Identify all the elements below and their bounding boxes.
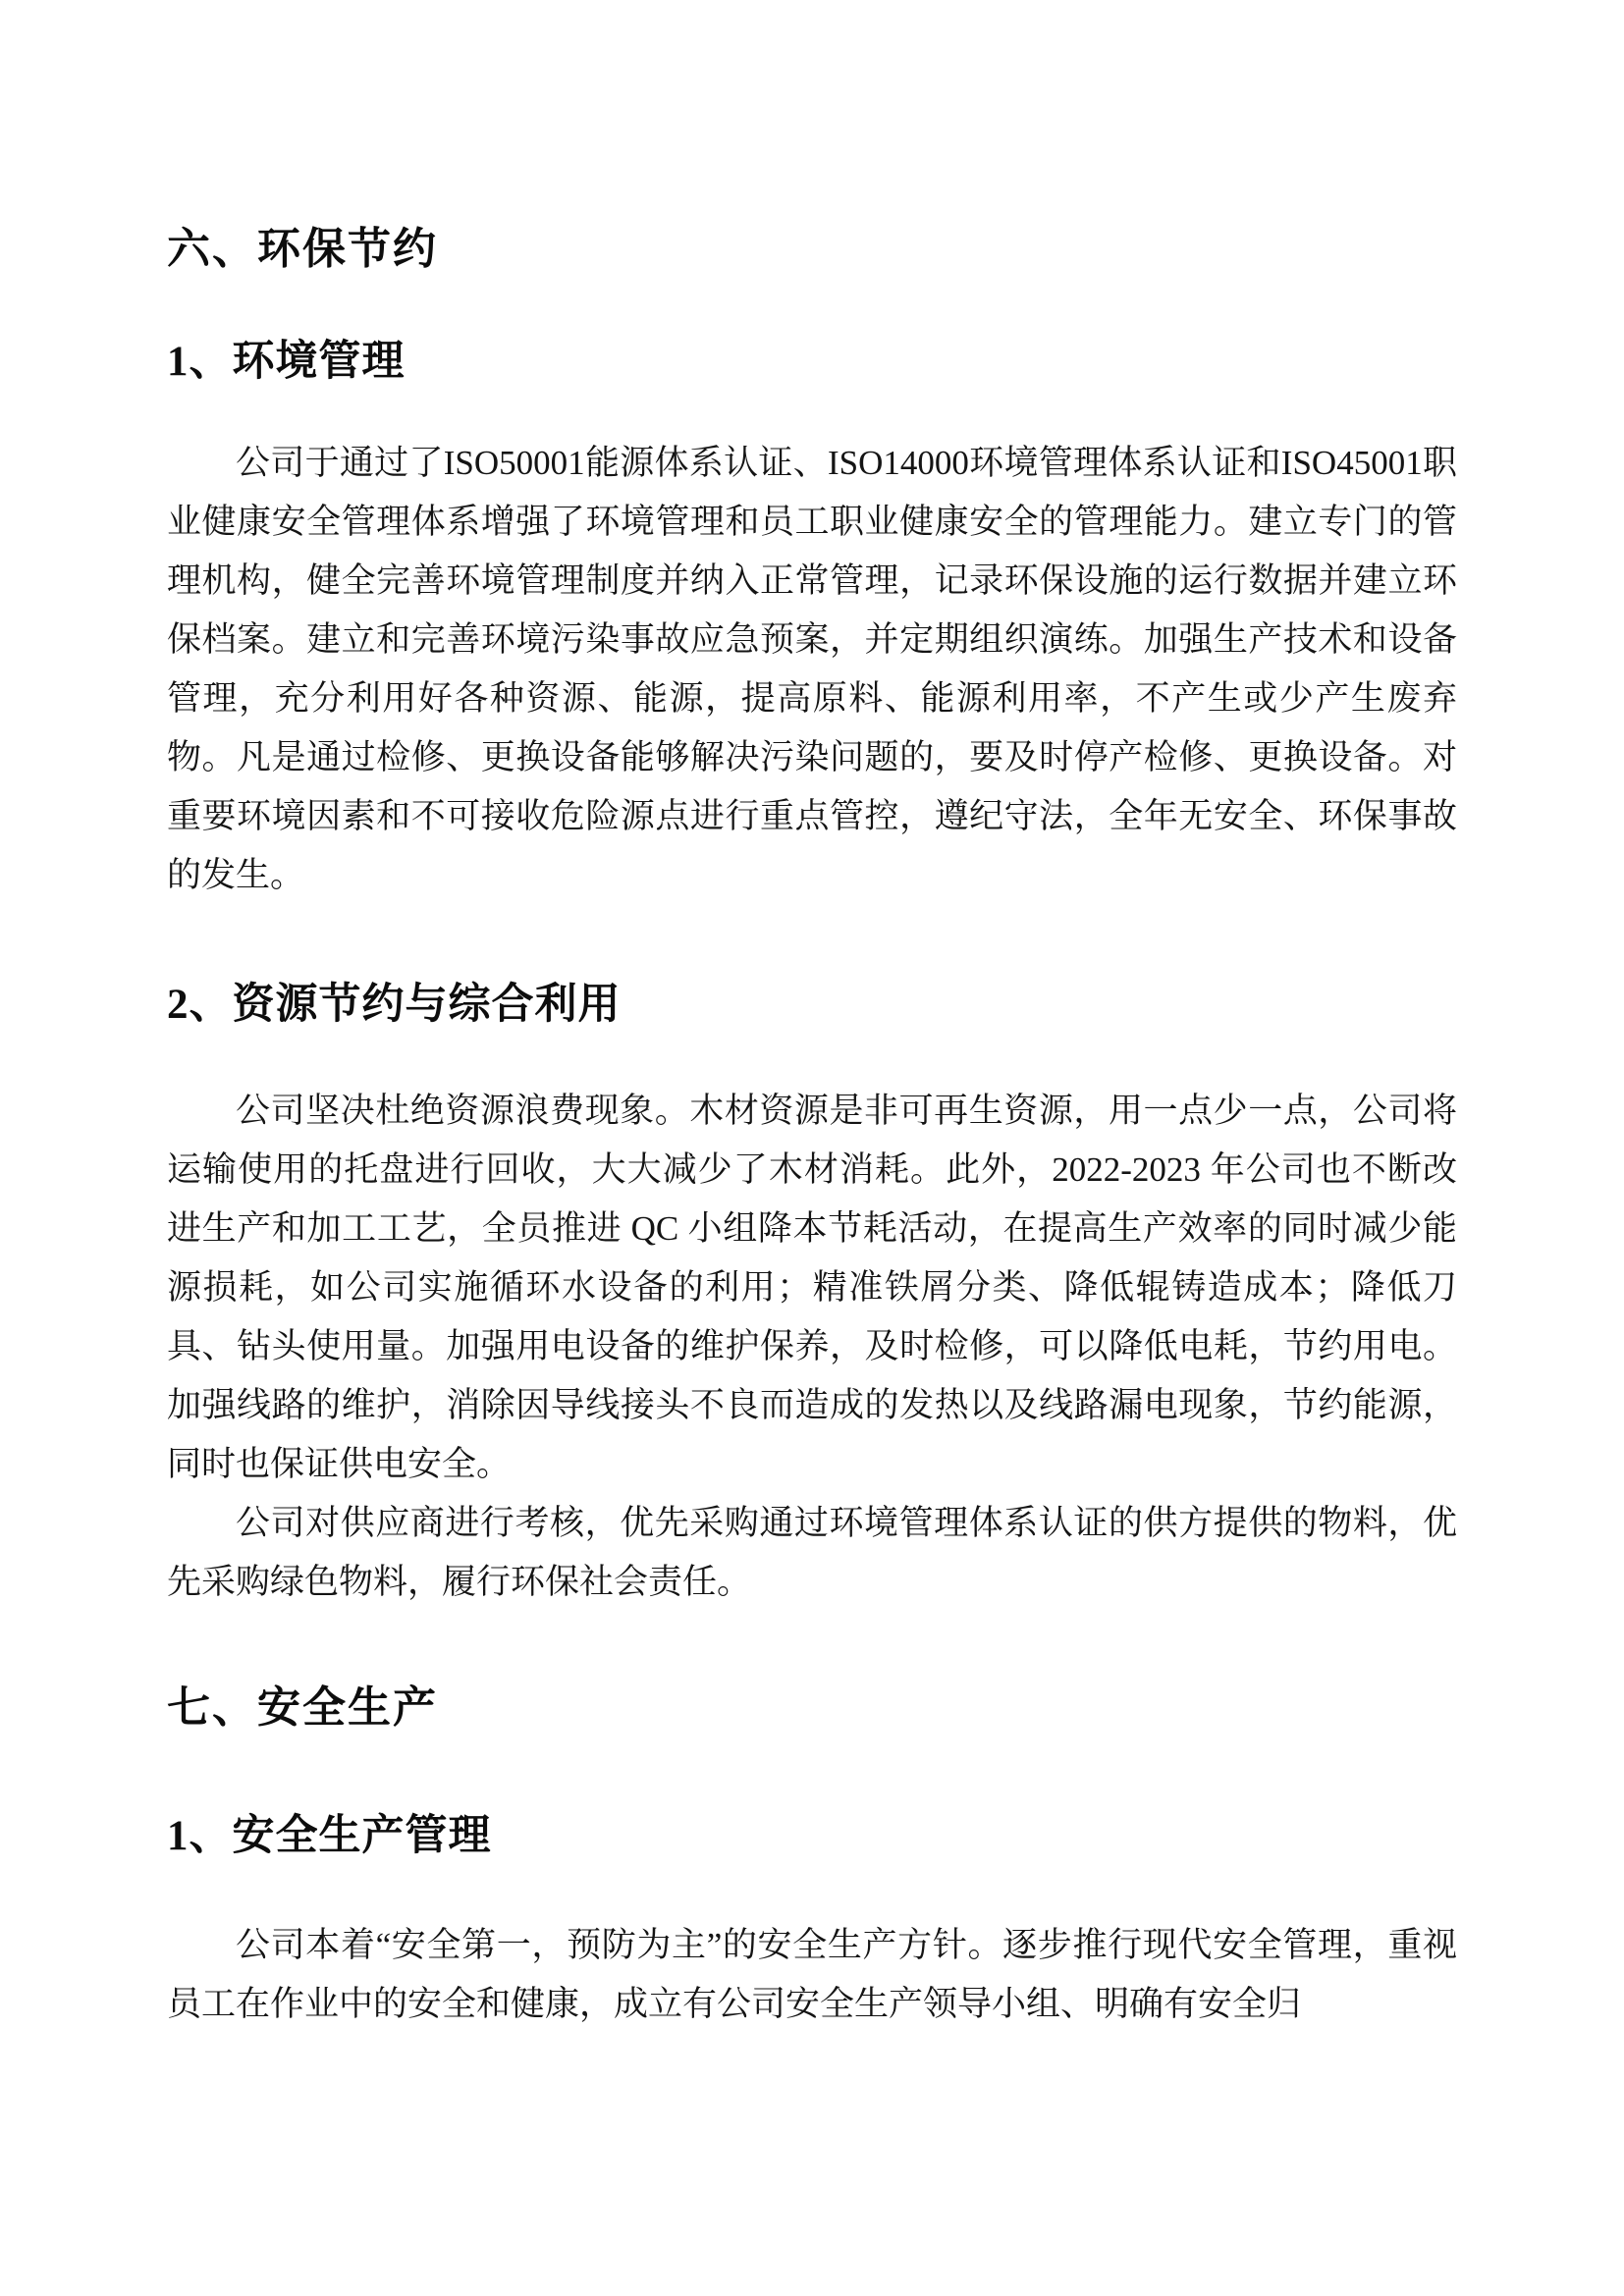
subheading-safety-management: 1、安全生产管理	[167, 1812, 492, 1859]
section-heading-environment: 六、环保节约	[167, 225, 438, 273]
subheading-resource-conservation: 2、资源节约与综合利用	[167, 982, 622, 1029]
paragraph-resource-conservation: 公司坚决杜绝资源浪费现象。木材资源是非可再生资源，用一点少一点，公司将运输使用的托盘进行回收，大大减少了木材消耗。此外，2022-2023 年公司也不断改进生产和加工工艺，全员推进 QC 小组降本节耗活动，在提高生产效率的同时减少能源损耗，如公司实施循环水设备的利用；精准铁屑分类、降低辊铸造成本；降低刀具、钻头使用量。加强用电设备的维护保养，及时检修，可以降低电耗，节约用电。加强线路的维护，消除因导线接头不良而造成的发热以及线路漏电现象，节约能源，同时也保证供电安全。	[167, 1091, 1457, 1483]
section-heading-safety: 七、安全生产	[167, 1682, 438, 1732]
subheading-environment-management: 1、环境管理	[167, 338, 406, 385]
paragraph-safety-management: 公司本着“安全第一，预防为主”的安全生产方针。逐步推行现代安全管理，重视员工在作业中的安全和健康，成立有公司安全生产领导小组、明确有安全归	[167, 1926, 1457, 2024]
paragraph-supplier-procurement: 公司对供应商进行考核，优先采购通过环境管理体系认证的供方提供的物料，优先采购绿色物料，履行环保社会责任。	[167, 1503, 1457, 1601]
paragraph-environment-management: 公司于通过了ISO50001能源体系认证、ISO14000环境管理体系认证和ISO45001职业健康安全管理体系增强了环境管理和员工职业健康安全的管理能力。建立专门的管理机构，健全完善环境管理制度并纳入正常管理，记录环保设施的运行数据并建立环保档案。建立和完善环境污染事故应急预案，并定期组织演练。加强生产技术和设备管理，充分利用好各种资源、能源，提高原料、能源利用率，不产生或少产生废弃物。凡是通过检修、更换设备能够解决污染问题的，要及时停产检修、更换设备。对重要环境因素和不可接收危险源点进行重点管控，遵纪守法，全年无安全、环保事故的发生。	[167, 444, 1457, 895]
